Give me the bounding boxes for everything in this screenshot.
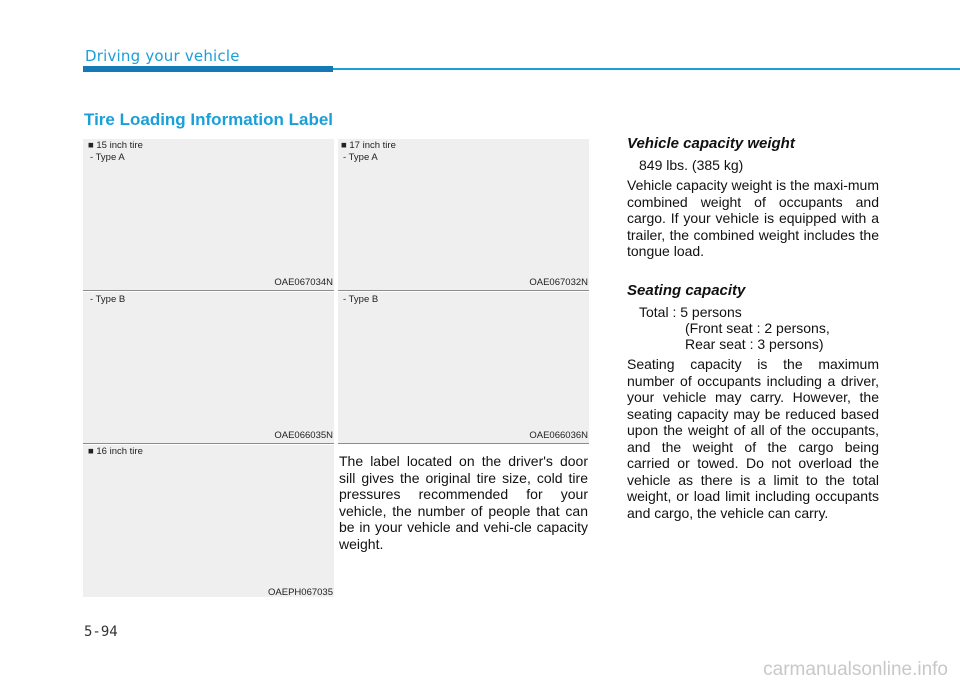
figure-caption: - Type B [343, 294, 379, 305]
vehicle-capacity-weight-text: Vehicle capacity weight is the maxi-mum combined weight of occupants and cargo. If your vehicle is equipped with a trailer, the combined weight includes the tongue load. [627, 177, 879, 259]
figure-caption: ■ 15 inch tire - Type A [88, 140, 143, 163]
vehicle-capacity-weight-title: Vehicle capacity weight [627, 135, 795, 152]
seating-front: (Front seat : 2 persons, [685, 320, 830, 336]
header-rule-dark [83, 66, 333, 72]
figure-17-type-b [338, 292, 589, 444]
figure-code: OAE066036N [529, 430, 588, 441]
figure-code: OAE067034N [274, 277, 333, 288]
page-number: 5-94 [84, 624, 118, 640]
label-description: The label located on the driver's door sill gives the original tire size, cold tire pressures recommended for your vehicle, the number of people that can be in your vehicle and vehi-cle capacity weight. [339, 453, 588, 552]
header-rule-light [333, 68, 960, 70]
figure-15-type-a [83, 139, 334, 291]
figure-caption: ■ 17 inch tire - Type A [341, 140, 396, 163]
figure-caption: ■ 16 inch tire [88, 446, 143, 457]
figure-code: OAE067032N [529, 277, 588, 288]
section-title: Driving your vehicle [85, 47, 240, 65]
figure-caption: - Type B [90, 294, 126, 305]
figure-17-type-a [338, 139, 589, 291]
seating-rear: Rear seat : 3 persons) [685, 336, 824, 352]
page-heading: Tire Loading Information Label [84, 110, 334, 129]
seating-capacity-title: Seating capacity [627, 282, 746, 299]
figure-code: OAEPH067035 [268, 587, 333, 598]
seating-total: Total : 5 persons [639, 304, 742, 320]
watermark: carmanualsonline.info [763, 659, 948, 680]
figure-15-type-b [83, 292, 334, 444]
figure-16 [83, 445, 334, 597]
figure-code: OAE066035N [274, 430, 333, 441]
seating-capacity-text: Seating capacity is the maximum number of occupants including a driver, your vehicle may carry. However, the seating capacity may be reduced based upon the weight of all of the occupants, and the weight of the cargo being carried or towed. Do not overload the vehicle as there is a limit to the total weight, or load limit including occupants and cargo, the vehicle can carry. [627, 356, 879, 521]
vehicle-capacity-weight-value: 849 lbs. (385 kg) [639, 157, 744, 173]
